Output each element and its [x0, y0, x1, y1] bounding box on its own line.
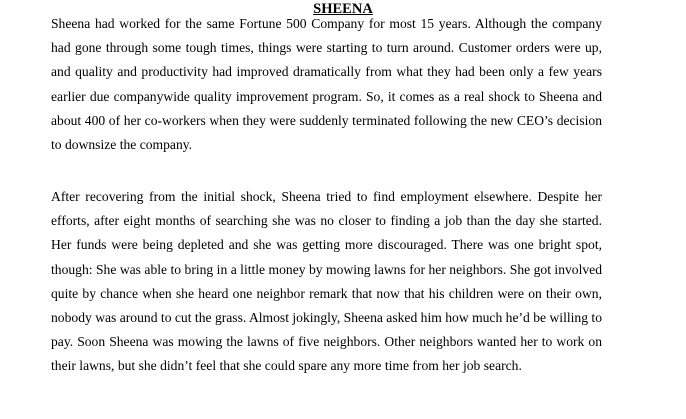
paragraph-2: After recovering from the initial shock, Sheena tried to find employment elsewhere. Despite her efforts, after eight months of searching she was no closer to finding a job than the day she started. Her funds were being depleted and she was getting more discouraged. There was one bright spot, though: She was able to bring in a little money by mowing lawns for her neighbors. She got involved quite by chance when she heard one neighbor remark that now that his children were on their own, nobody was around to cut the grass. Almost jokingly, Sheena asked him how much he’d be willing to pay. Soon Sheena was mowing the lawns of five neighbors. Other neighbors wanted her to work on their lawns, but she didn’t feel that she could spare any more time from her job search. — [51, 189, 602, 374]
paragraph-1: Sheena had worked for the same Fortune 500 Company for most 15 years. Although the company had gone through some tough times, things were starting to turn around. Customer orders were up, and quality and productivity had improved dramatically from what they had been only a few years earlier due companywide quality improvement program. So, it comes as a real shock to Sheena and about 400 of her co-workers when they were suddenly terminated following the new CEO’s decision to downsize the company. — [51, 16, 602, 153]
document-title: SHEENA — [313, 1, 373, 17]
